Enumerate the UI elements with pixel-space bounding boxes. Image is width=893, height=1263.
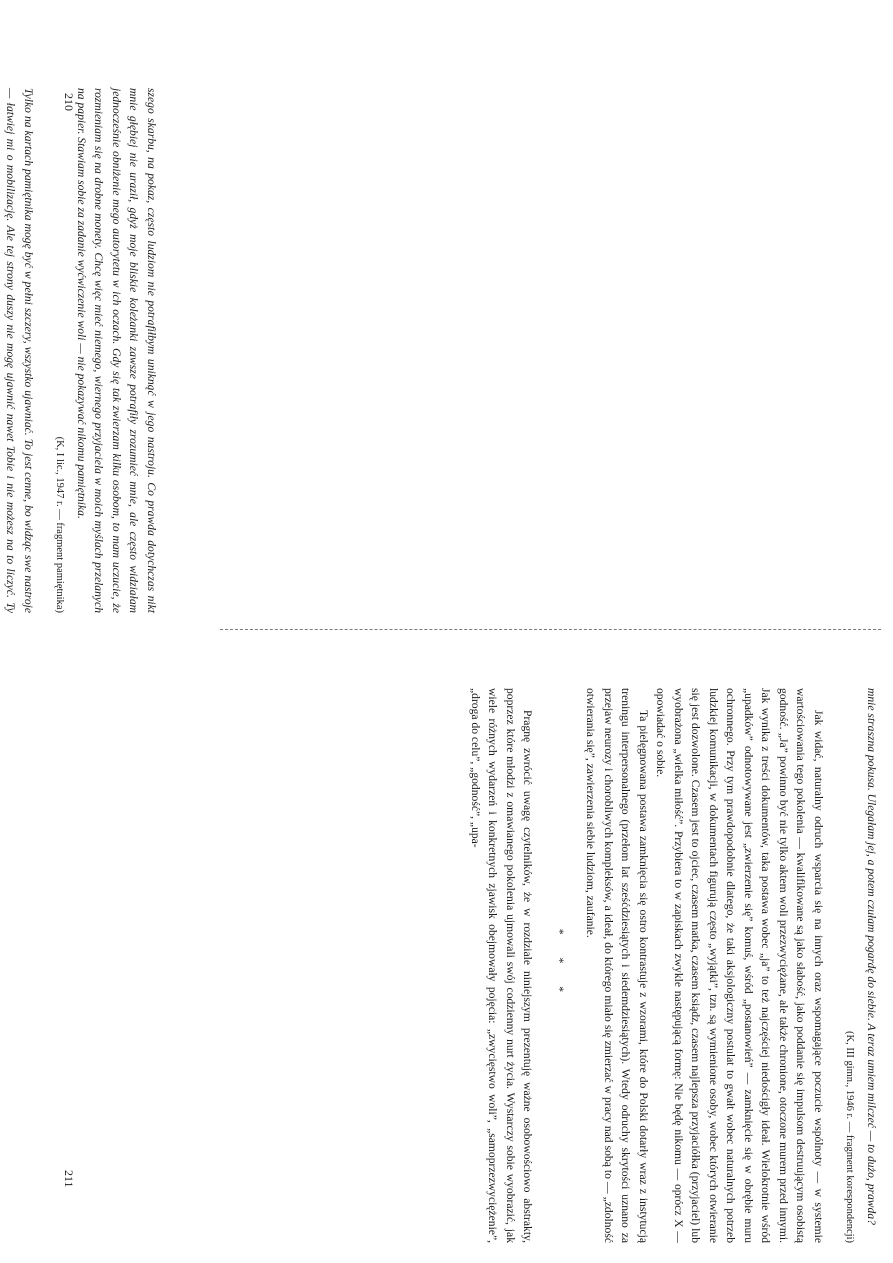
left-page	[0, 88, 160, 613]
right-page	[467, 688, 881, 1243]
body-paragraph: Jak widać, naturalny odruch wsparcia się na innych oraz wspomagające poczucie wspólnoty — w systemie wartościowania tego pokolenia — kwalifikowane są jako słabość, jako poddanie się impulsom destruującym osobistą godność. „Ja” powinno być nie tylko aktem woli przezwyciężane, ale także chronione, otoczone murem przed innymi. Jak wynika z treści dokumentów, taka postawa wobec „ja” to też najczęściej niedościgły ideał. Wielokrotnie wśród „upadków” odnotowywane jest „zwierzenie się” komuś, wśród „postanowień” — zamknięcie się w obrębie muru ochronnego. Przy tym prawdopodobnie dlatego, że taki aksjologiczny postulat to gwałt wobec naturalnych potrzeb ludzkiej komunikacji, w dokumentach figurują często „wyjątki”, tzn. są wymienione osoby, wobec których otwieranie się jest dozwolone. Czasem jest to ojciec, czasem matka, czasem ksiądz, czasem najlepsza przyjaciółka (przyjaciel) lub wyobrażona „wielka miłość”. Przybiera to w zapiskach zwykle następującą formę: Nie będę nikomu — oprócz X — opowiadać o sobie.	[654, 688, 825, 1243]
page-fold-line	[220, 629, 881, 630]
body-paragraph: Pragnę zwrócić uwagę czytelników, że w rozdziale niniejszym prezentuję ważne osobowościowo abstrakty, poprzez które młodzi z omawianego pokolenia ujmowali swój codzienny nurt życia. Wystarczy sobie wyobrazić, jak wiele różnych wydarzeń i konkretnych zjawisk obejmowały pojęcia: „zwycięstwo woli”, „samoprzezwyciężenie”, „droga do celu”, „godność”, „upa-	[469, 688, 535, 1243]
quote-paragraph: mnie straszna pokusa. Ulegałam jej, a potem czułam pogardę do siebie. A teraz umiem milczeć — to dużo, prawda?	[865, 688, 878, 1225]
quote-source: (K, III gimn., 1946 r. — fragment korespondencji)	[844, 1031, 856, 1243]
quote-paragraph: szego skarbu, na pokaz, często ludziom nie potrafiłbym uniknąć w jego nastroju. Co prawda dotychczas nikt mnie głębiej nie uraził, gdyż moje bliskie koleżanki zawsze potrafiły zrozumieć mnie, ale często widziałam jednocześnie obniżenie mego autorytetu w ich oczach. Gdy się tak zwierzam kilku osobom, to mam uczucie, że rozmieniam się na drobne monety. Chcę więc mieć niemego, wiernego przyjaciela w moich myślach przelanych na papier. Stawiam sobie za zadanie wyćwiczenie woli — nie pokazywać nikomu pamiętnika.	[75, 88, 158, 613]
body-paragraph: Ta pielęgnowana postawa zamknięcia się ostro kontrastuje z wzorami, które do Polski dotarły wraz z instytucją treningu interpersonalnego (przełom lat sześćdziesiątych i siedemdziesiątych). Wtedy odruchy skrytości uznano za przejaw neurozy i chorobliwych kompleksów, a ideał, do którego miało się zmierzać w pracy nad sobą to — „zdolność otwierania się”, zawierzenia siebie ludziom, zaufanie.	[584, 688, 650, 1243]
page-number-left: 210	[62, 93, 76, 111]
page-number-right: 211	[62, 1170, 76, 1188]
section-separator: * * *	[553, 928, 566, 1003]
quote-source: (K, I lic., 1947 r. — fragment pamiętnika)	[54, 436, 66, 613]
quote-paragraph: Tylko na kartach pamiętnika mogę być w pełni szczery, wszystko ujawniać. To jest cenne, bo widząc swe nastroje — łatwiej mi o mobilizację. Ale tej strony duszy nie mogę ujawnić nawet Tobie i nie możesz na to liczyć. Ty	[4, 88, 35, 613]
